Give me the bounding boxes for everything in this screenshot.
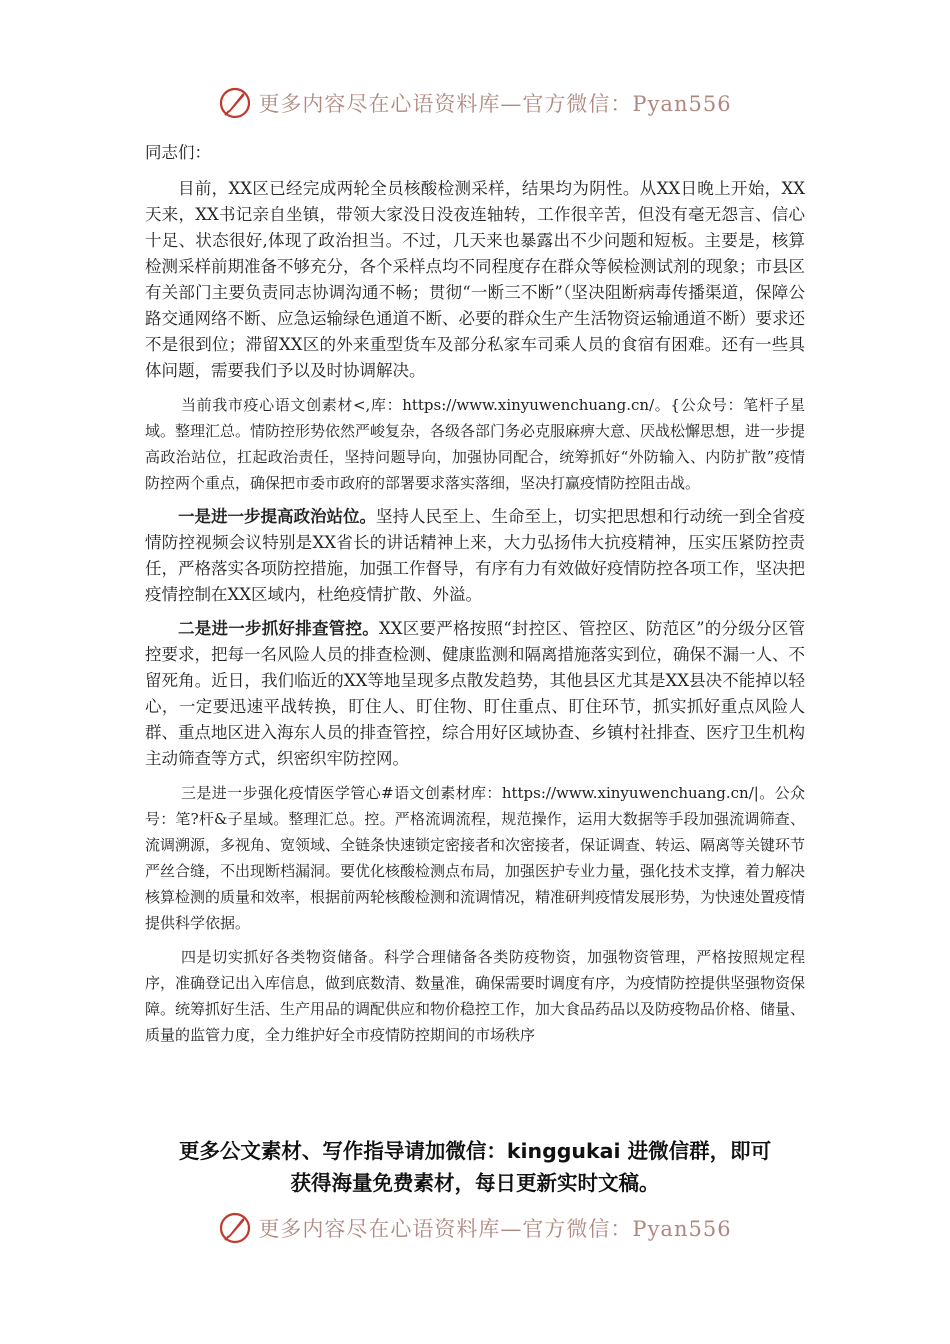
footer-banner: [0, 1208, 950, 1248]
paragraph-4-body: XX区要严格按照“封控区、管控区、防范区”的分级分区管控要求，把每一名风险人员的排查检测、健康监测和隔离措施落实到位，确保不漏一人、不留死角。近日，我们临近的XX等地呈现多点散发趋势，其他县区尤其是XX县决不能掉以轻心，一定要迅速平战转换，盯住人、盯住物、盯住重点、盯住环节，抓实抓好重点风险人群、重点地区进入海东人员的排查管控，综合用好区域协查、乡镇村社排查、医疗卫生机构主动筛查等方式，织密织牢防控网。: [145, 619, 805, 768]
paragraph-4-lead: 二是进一步抓好排查管控。: [178, 619, 379, 638]
paragraph-6: 四是切实抓好各类物资储备。科学合理储备各类防疫物资，加强物资管理，严格按照规定程序，准确登记出入库信息，做到底数清、数量准，确保需要时调度有序，为疫情防控提供坚强物资保障。统筹抓好生活、生产用品的调配供应和物价稳控工作，加大食品药品以及防疫物品价格、储量、质量的监管力度，全力维护好全市疫情防控期间的市场秩序: [145, 948, 806, 1044]
paragraph-4: [145, 616, 805, 772]
paragraph-1: 目前，XX区已经完成两轮全员核酸检测采样，结果均为阴性。从XX日晚上开始，XX天来，XX书记亲自坐镇，带领大家没日没夜连轴转，工作很辛苦，但没有毫无怨言、信心十足、状态很好,体现了政治担当。不过，几天来也暴露出不少问题和短板。主要是，核算检测采样前期准备不够充分，各个采样点均不同程度存在群众等候检测试剂的现象；市县区有关部门主要负责同志协调沟通不畅；贯彻“一断三不断”（坚决阻断病毒传播渠道，保障公路交通网络不断、应急运输绿色通道不断、必要的群众生产生活物资运输通道不断）要求还不是很到位；滞留XX区的外来重型货车及部分私家车司乘人员的食宿有困难。还有一些具体问题，需要我们予以及时协调解决。: [145, 179, 805, 380]
paragraph-2: 当前我市疫心语文创素材<,库：https://www.xinyuwenchuang.cn/。{公众号：笔杆子星域。整理汇总。情防控形势依然严峻复杂，各级各部门务必克服麻痹大意、厌战松懈思想，进一步提高政治站位，扛起政治责任，坚持问题导向，加强协同配合，统筹抓好“外防输入、内防扩散”疫情防控两个重点，确保把市委市政府的部署要求落实落细，坚决打赢疫情防控阻击战。: [145, 396, 806, 492]
promo-line-1: 更多公文素材、写作指导请加微信：kinggukai 进微信群，即可: [178, 1139, 772, 1163]
header-banner: [0, 83, 950, 123]
header-banner-text: 更多内容尽在心语资料库—官方微信：Pyan556: [258, 92, 732, 116]
paragraph-3-body: 坚持人民至上、生命至上，切实把思想和行动统一到全省疫情防控视频会议特别是XX省长的讲话精神上来，大力弘扬伟大抗疫精神，压实压紧防控责任，严格落实各项防控措施，加强工作督导，有序有力有效做好疫情防控各项工作，坚决把疫情控制在XX区域内，杜绝疫情扩散、外溢。: [145, 507, 805, 604]
paragraph-3-lead: 一是进一步提高政治站位。: [178, 507, 376, 526]
promo-line-2: 获得海量免费素材，每日更新实时文稿。: [290, 1171, 660, 1195]
paragraph-3: [145, 504, 805, 608]
document-body: [145, 140, 805, 1056]
quill-pen-icon: [218, 86, 252, 120]
promo-call-to-action: [120, 1135, 830, 1199]
quill-pen-icon: [218, 1211, 252, 1245]
salutation: 同志们：: [145, 143, 211, 162]
paragraph-5: 三是进一步强化疫情医学管心#语文创素材库：https://www.xinyuwenchuang.cn/|。公众号：笔?杆&子星域。整理汇总。控。严格流调流程，规范操作，运用大数据等手段加强流调筛查、流调溯源，多视角、宽领域、全链条快速锁定密接者和次密接者，保证调查、转运、隔离等关键环节严丝合缝，不出现断档漏洞。要优化核酸检测点布局，加强医护专业力量，强化技术支撑，着力解决核算检测的质量和效率，根据前两轮核酸检测和流调情况，精准研判疫情发展形势，为快速处置疫情提供科学依据。: [145, 784, 806, 932]
footer-banner-text: 更多内容尽在心语资料库—官方微信：Pyan556: [258, 1217, 732, 1241]
